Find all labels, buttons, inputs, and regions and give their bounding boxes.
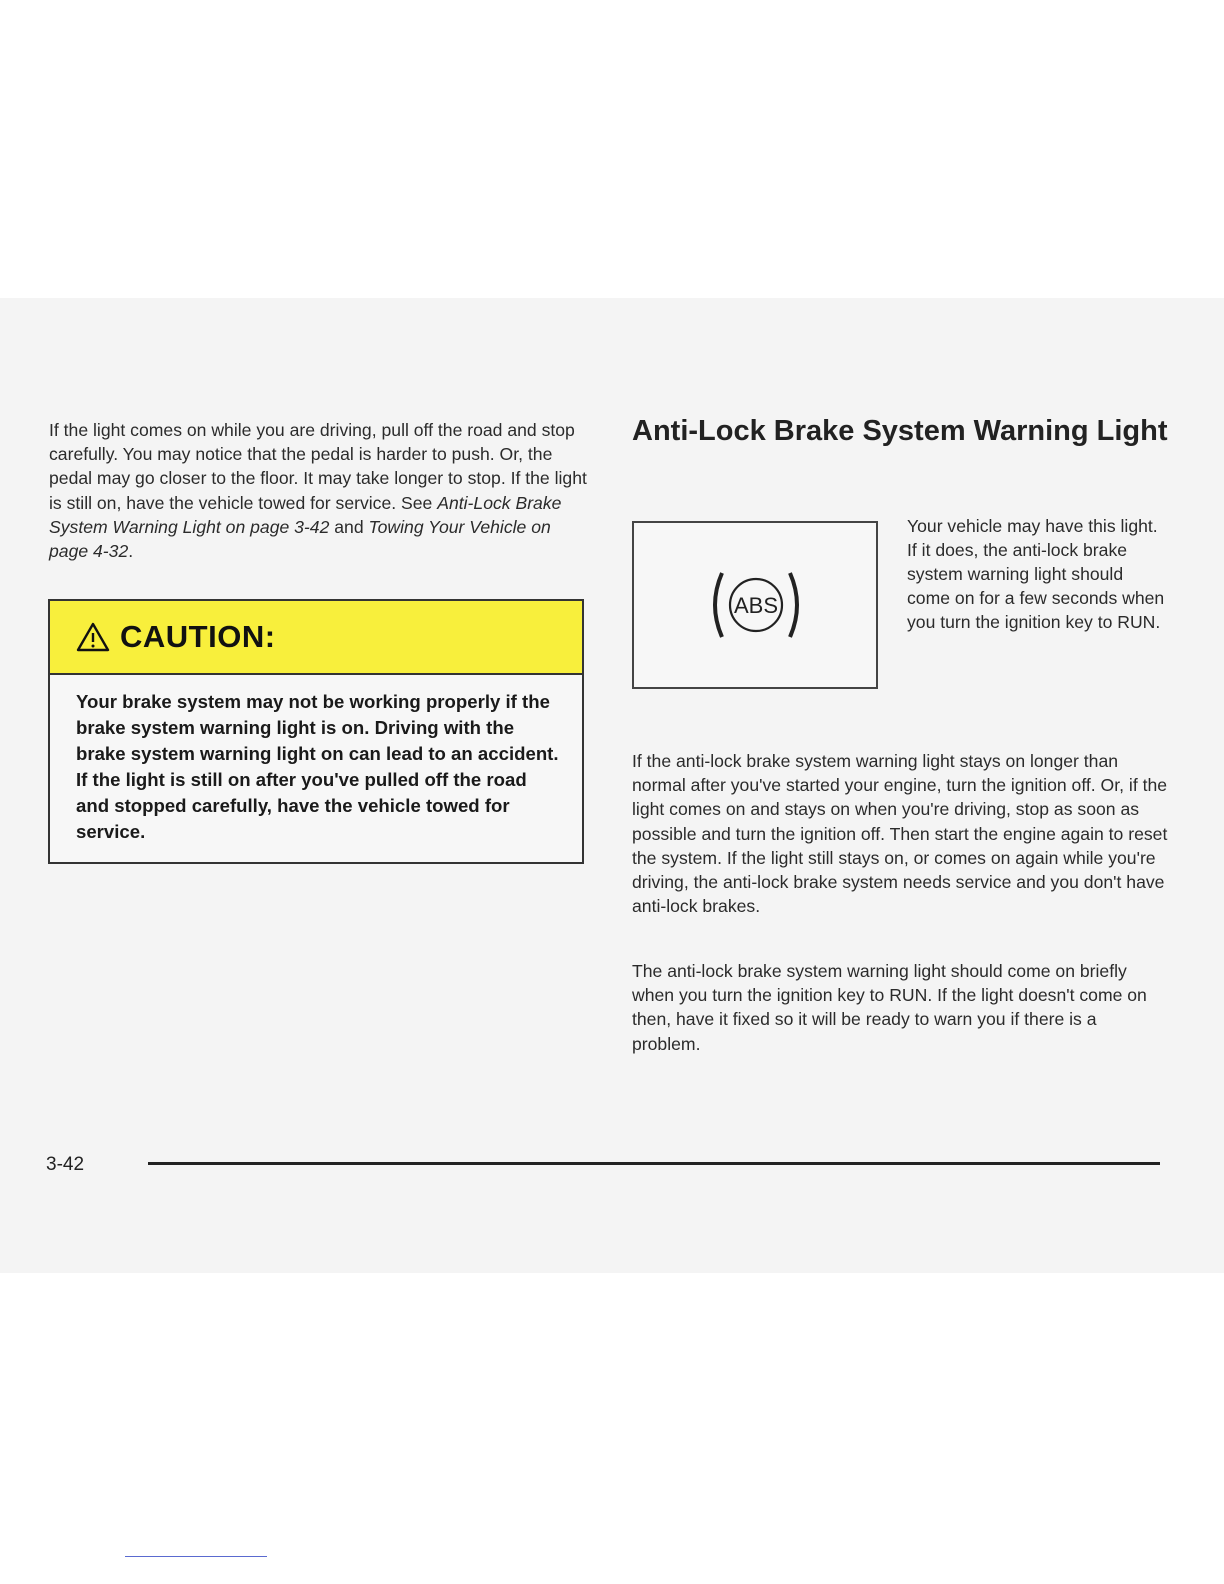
section-title: Anti-Lock Brake System Warning Light (632, 415, 1168, 447)
caution-title: CAUTION: (120, 619, 276, 654)
caution-header (50, 601, 582, 675)
abs-warning-light-icon (706, 565, 806, 645)
icon-caption: Your vehicle may have this light. If it does, the anti-lock brake system warning light should come on for a few seconds when you turn the ignition key to RUN. (907, 516, 1165, 632)
intro-paragraph: If the light comes on while you are driving, pull off the road and stop carefully. You may notice that the pedal is harder to push. Or, the pedal may go closer to the floor. It may take longer to stop. If the light is still on, have the vehicle towed for service. See Anti-Lock Brake System Warning Light on page 3-42 and Towing Your Vehicle on page 4-32. (49, 420, 587, 562)
abs-icon-box (632, 521, 878, 689)
page-number: 3-42 (46, 1154, 85, 1175)
caution-box (48, 599, 584, 864)
warning-triangle-icon (76, 622, 110, 652)
cross-reference-abs-light[interactable]: Anti-Lock Brake System Warning Light on page 3-42 (49, 492, 562, 537)
abs-paragraph-1: If the anti-lock brake system warning light stays on longer than normal after you've started your engine, turn the ignition off. Or, if the light comes on and stays on when you're driving, stop as soon as possible and turn the ignition off. Then start the engine again to reset the system. If the light still stays on, or comes on again while you're driving, the anti-lock brake system needs service and you don't have anti-lock brakes. (632, 751, 1168, 917)
right-column (632, 412, 1172, 450)
left-column (49, 418, 589, 563)
footer-rule (148, 1162, 1160, 1165)
caution-text: Your brake system may not be working properly if the brake system warning light is on. Driving with the brake system warning light on can lead to an accident. If the light is still on after you've pulled off the road and stopped carefully, have the vehicle towed for service. (76, 691, 559, 842)
abs-icon-label: ABS (733, 593, 779, 618)
abs-paragraph-2: The anti-lock brake system warning light should come on briefly when you turn the ignition key to RUN. If the light doesn't come on then, have it fixed so it will be ready to warn you if there is a problem. (632, 961, 1147, 1054)
bottom-link-underline (125, 1556, 267, 1557)
cross-reference-towing[interactable]: Towing Your Vehicle on page 4-32 (49, 516, 551, 562)
